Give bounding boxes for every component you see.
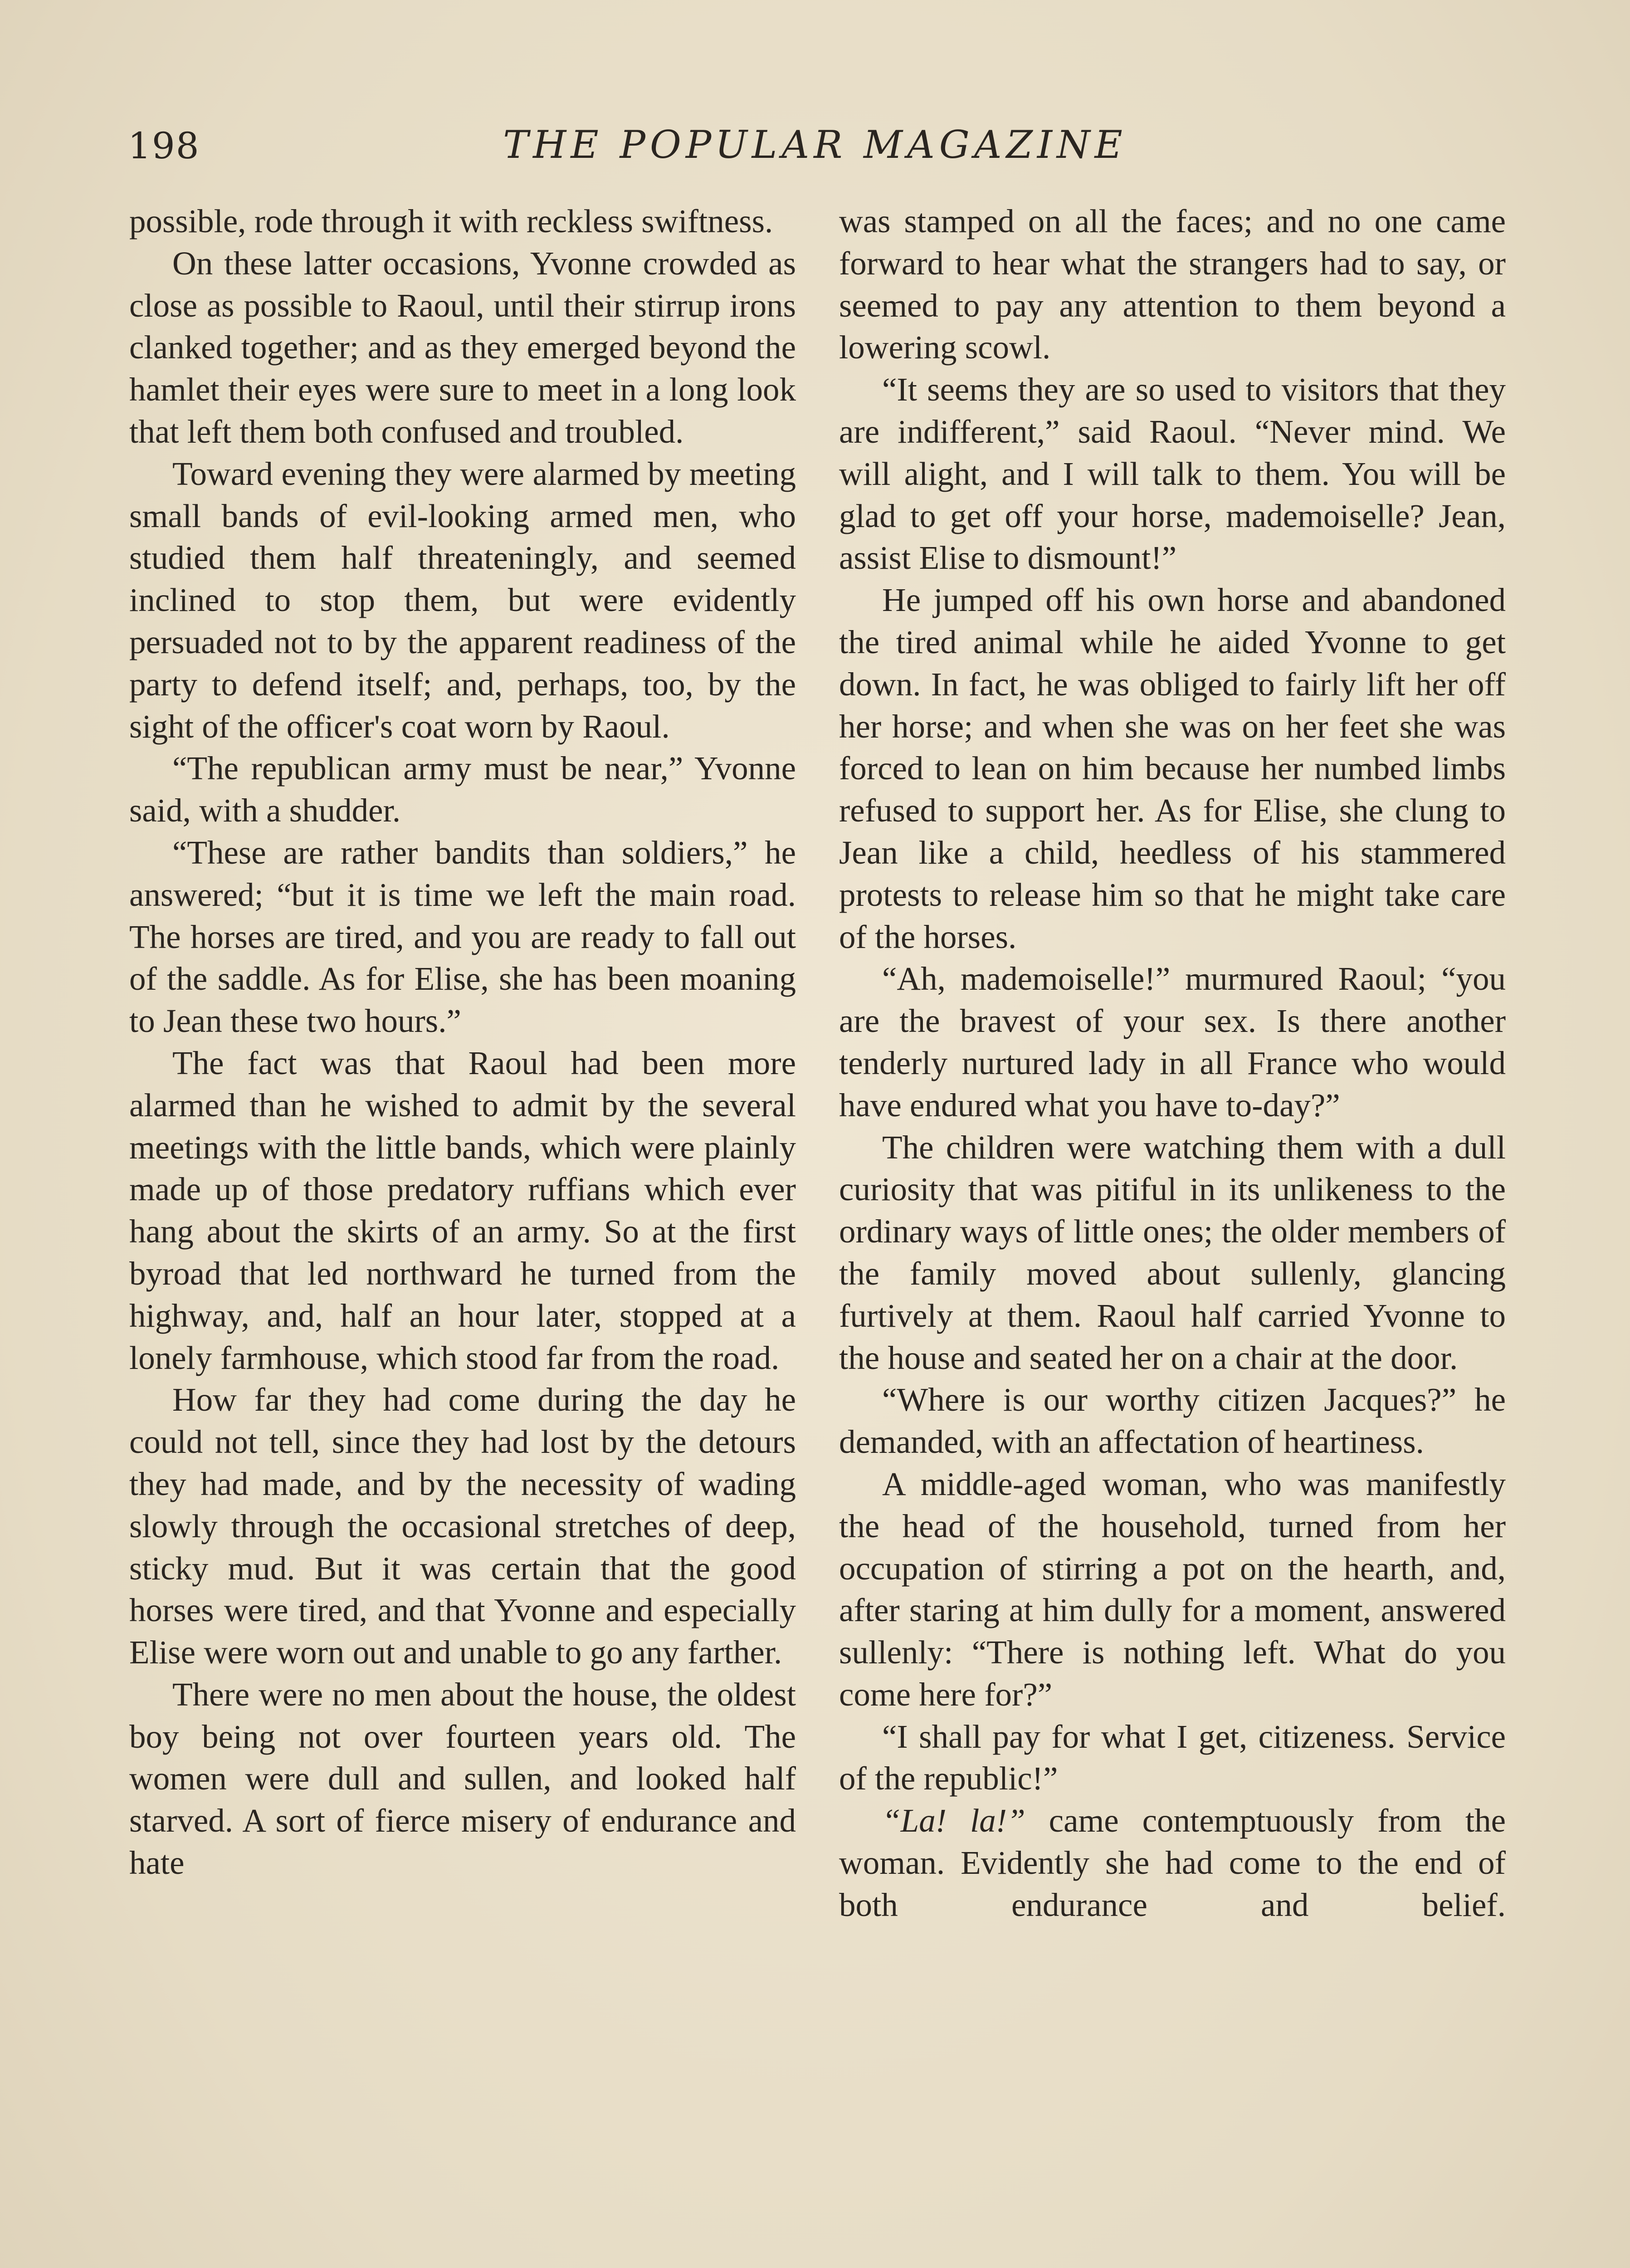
paragraph-final <box>839 1800 1506 1926</box>
paragraph: was stamped on all the faces; and no one came forward to hear what the strangers had to say, or seemed to pay any attention to them beyond a lowering scowl. <box>839 203 1506 366</box>
paragraph: “These are rather bandits than soldiers,” he answered; “but it is time we left the main road. The horses are tired, and you are ready to fall out of the saddle. As for Elise, she has been moaning to Jean these two hours.” <box>129 834 796 1040</box>
paragraph: The fact was that Raoul had been more alarmed than he wished to admit by the several meetings with the little bands, which were plainly made up of those predatory ruffians which ever hang about the skirts of an army. So at the first byroad that led northward he turned from the highway, and, half an hour later, stopped at a lonely farmhouse, which stood far from the road. <box>129 1044 796 1376</box>
paragraph: “I shall pay for what I get, citizeness. Service of the republic!” <box>839 1718 1506 1797</box>
left-column <box>129 200 796 1884</box>
page-header <box>128 116 1502 184</box>
running-head: THE POPULAR MAGAZINE <box>503 122 1127 167</box>
page-number: 198 <box>128 125 200 167</box>
right-column <box>839 200 1506 1926</box>
italic-exclamation: “La! la!” <box>882 1802 1025 1839</box>
paragraph: “The republican army must be near,” Yvonne said, with a shudder. <box>129 750 796 829</box>
paragraph: possible, rode through it with reckless swiftness. <box>129 203 773 240</box>
paragraph-text: came contemptuously from the woman. Evidently she had come to the end of both endurance and belief. <box>839 1802 1506 1923</box>
paragraph: A middle-aged woman, who was manifestly the head of the household, turned from her occupation of stirring a pot on the hearth, and, after staring at him dully for a moment, answered sullenly: “There is nothing left. What do you come here for?” <box>839 1465 1506 1713</box>
paragraph: There were no men about the house, the oldest boy being not over fourteen years old. The women were dull and sullen, and looked half starved. A sort of fierce misery of endurance and hate <box>129 1676 796 1882</box>
paragraph: On these latter occasions, Yvonne crowded as close as possible to Raoul, until their stirrup irons clanked together; and as they emerged beyond the hamlet their eyes were sure to meet in a long look that left them both confused and troubled. <box>129 244 796 450</box>
paragraph: “It seems they are so used to visitors that they are indifferent,” said Raoul. “Never mind. We will alight, and I will talk to them. You will be glad to get off your horse, mademoiselle? Jean, assist Elise to dismount!” <box>839 371 1506 577</box>
paragraph: Toward evening they were alarmed by meeting small bands of evil-looking armed men, who studied them half threateningly, and seemed inclined to stop them, but were evidently persuaded not to by the apparent readiness of the party to defend itself; and, perhaps, too, by the sight of the officer's coat worn by Raoul. <box>129 455 796 745</box>
paragraph: How far they had come during the day he could not tell, since they had lost by the detours they had made, and by the necessity of wading slowly through the occasional stretches of deep, sticky mud. But it was certain that the good horses were tired, and that Yvonne and especially Elise were worn out and unable to go any farther. <box>129 1381 796 1671</box>
paragraph: “Where is our worthy citizen Jacques?” he demanded, with an affectation of heartiness. <box>839 1381 1506 1461</box>
paragraph: The children were watching them with a dull curiosity that was pitiful in its unlikeness to the ordinary ways of little ones; the older members of the family moved about sullenly, glancing furtively at them. Raoul half carried Yvonne to the house and seated her on a chair at the door. <box>839 1129 1506 1376</box>
paragraph: He jumped off his own horse and abandoned the tired animal while he aided Yvonne to get down. In fact, he was obliged to fairly lift her off her horse; and when she was on her feet she was forced to lean on him because her numbed limbs refused to support her. As for Elise, she clung to Jean like a child, heedless of his stammered protests to release him so that he might take care of the horses. <box>839 582 1506 955</box>
paragraph: “Ah, mademoiselle!” murmured Raoul; “you are the bravest of your sex. Is there another tenderly nurtured lady in all France who would have endured what you have to-day?” <box>839 960 1506 1124</box>
